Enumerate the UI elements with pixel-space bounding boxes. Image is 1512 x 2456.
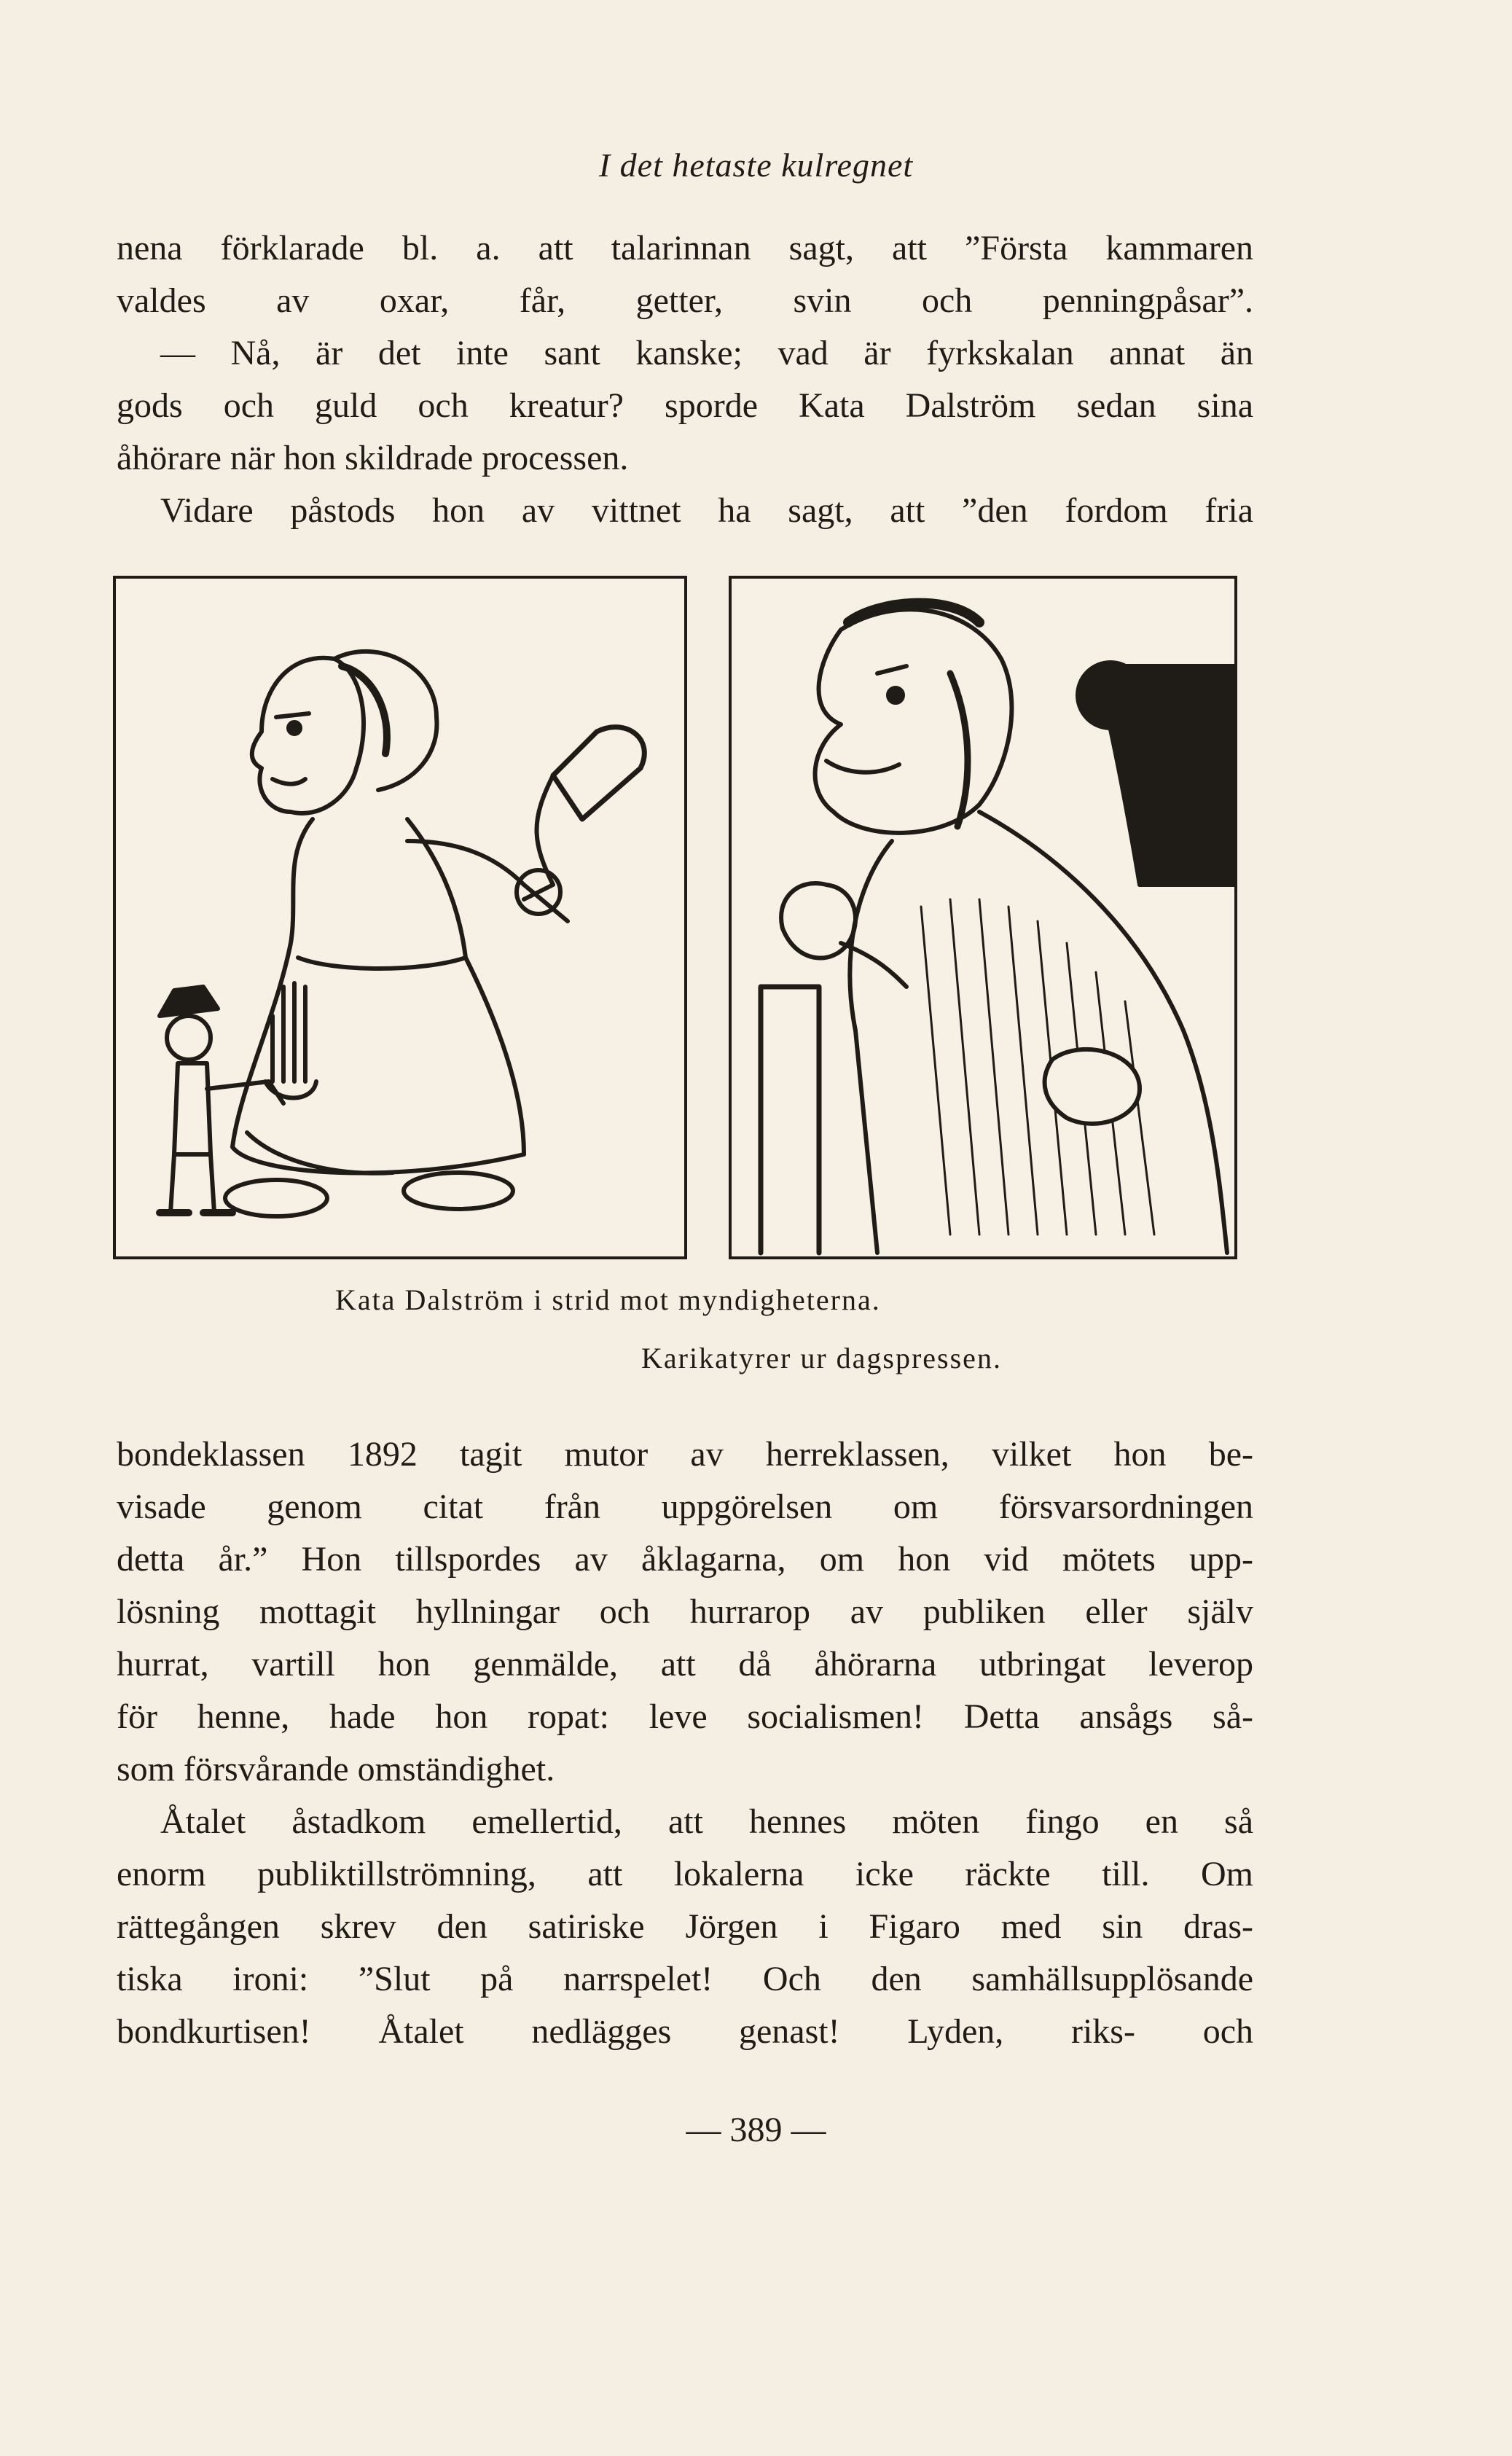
text-line: som försvårande omständighet. [117,1750,555,1788]
running-title: I det hetaste kulregnet [598,146,914,184]
body-text-bottom [117,1428,1253,2058]
text-line: valdes av oxar, får, getter, svin och penningpåsar”. [117,281,1253,320]
page-number: — 389 — [686,2111,826,2149]
text-line: detta år.” Hon tillspordes av åklagarna, om hon vid mötets upp- [117,1540,1253,1579]
text-line: bondkurtisen! Åtalet nedlägges genast! Lyden, riks- och [117,2012,1253,2051]
text-line: enorm publiktillströmning, att lokalerna icke räckte till. Om [117,1855,1253,1893]
figure-caption: Kata Dalström i strid mot myndigheterna. [335,1283,881,1316]
text-line: för henne, hade hon ropat: leve socialismen! Detta ansågs så- [117,1697,1253,1736]
caricature-right-image [729,576,1237,1259]
text-line: Vidare påstods hon av vittnet ha sagt, att ”den fordom fria [160,491,1253,530]
text-line: — Nå, är det inte sant kanske; vad är fyrkskalan annat än [160,334,1253,372]
text-line: åhörare när hon skildrade processen. [117,439,629,477]
text-line: lösning mottagit hyllningar och hurrarop av publiken eller själv [117,1592,1253,1631]
text-line: nena förklarade bl. a. att talarinnan sagt, att ”Första kammaren [117,229,1253,267]
text-line: bondeklassen 1892 tagit mutor av herreklassen, vilket hon be- [117,1435,1253,1474]
text-line: Åtalet åstadkom emellertid, att hennes möten fingo en så [160,1802,1253,1841]
text-line: visade genom citat från uppgörelsen om försvarsordningen [117,1487,1253,1526]
text-line: tiska ironi: ”Slut på narrspelet! Och den samhällsupplösande [117,1960,1253,1998]
figure-caption-source: Karikatyrer ur dagspressen. [641,1342,1002,1374]
text-line: rättegången skrev den satiriske Jörgen i Figaro med sin dras- [117,1907,1253,1946]
body-text-top [117,222,1253,537]
caricature-left-image [113,576,687,1259]
text-line: gods och guld och kreatur? sporde Kata Dalström sedan sina [117,386,1253,425]
text-line: hurrat, vartill hon genmälde, att då åhörarna utbringat leverop [117,1645,1253,1683]
